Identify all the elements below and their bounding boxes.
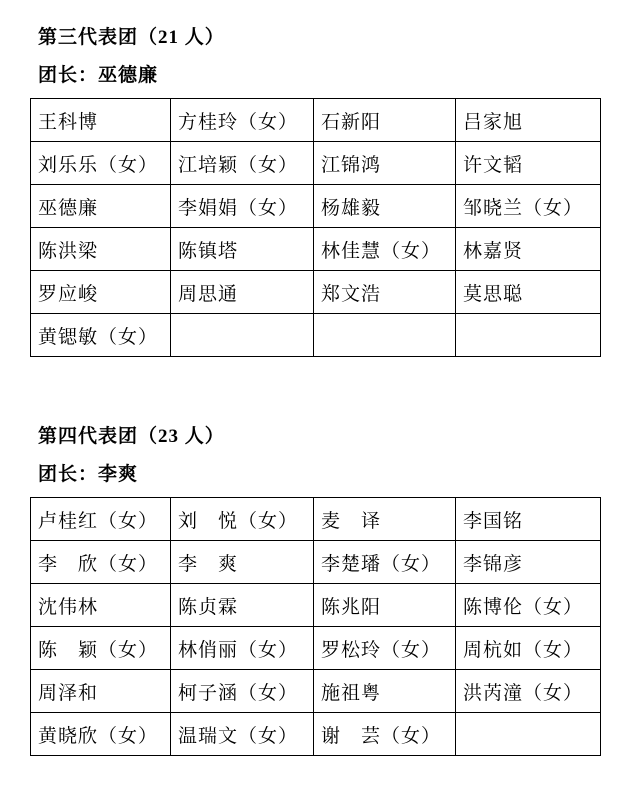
delegation-section-fourth bbox=[30, 426, 643, 756]
member-cell: 李娟娟（女） bbox=[171, 185, 314, 228]
member-cell: 陈博伦（女） bbox=[456, 584, 601, 627]
member-cell: 陈贞霖 bbox=[171, 584, 314, 627]
member-cell: 李楚璠（女） bbox=[314, 541, 456, 584]
member-cell: 黄晓欣（女） bbox=[31, 713, 171, 756]
member-cell: 巫德廉 bbox=[31, 185, 171, 228]
member-cell: 周杭如（女） bbox=[456, 627, 601, 670]
members-table bbox=[30, 98, 601, 357]
member-cell: 施祖粤 bbox=[314, 670, 456, 713]
member-cell: 王科博 bbox=[31, 99, 171, 142]
member-cell: 李 欣（女） bbox=[31, 541, 171, 584]
member-cell: 罗应峻 bbox=[31, 271, 171, 314]
member-cell: 陈洪梁 bbox=[31, 228, 171, 271]
member-cell: 沈伟林 bbox=[31, 584, 171, 627]
member-cell: 周思通 bbox=[171, 271, 314, 314]
member-cell: 江锦鸿 bbox=[314, 142, 456, 185]
member-cell: 石新阳 bbox=[314, 99, 456, 142]
member-cell: 吕家旭 bbox=[456, 99, 601, 142]
table-row bbox=[31, 228, 601, 271]
member-cell: 李锦彦 bbox=[456, 541, 601, 584]
table-row bbox=[31, 314, 601, 357]
member-cell bbox=[456, 713, 601, 756]
section-heading: 第三代表团（21 人） bbox=[38, 27, 225, 48]
member-cell: 刘 悦（女） bbox=[171, 498, 314, 541]
table-row bbox=[31, 142, 601, 185]
member-cell: 周泽和 bbox=[31, 670, 171, 713]
member-cell: 邹晓兰（女） bbox=[456, 185, 601, 228]
leader-line: 团长：巫德廉 bbox=[38, 65, 159, 86]
member-cell bbox=[314, 314, 456, 357]
table-row bbox=[31, 99, 601, 142]
member-cell: 陈兆阳 bbox=[314, 584, 456, 627]
member-cell: 林嘉贤 bbox=[456, 228, 601, 271]
member-cell: 柯子涵（女） bbox=[171, 670, 314, 713]
member-cell: 郑文浩 bbox=[314, 271, 456, 314]
member-cell: 江培颖（女） bbox=[171, 142, 314, 185]
table-row bbox=[31, 713, 601, 756]
section-heading: 第四代表团（23 人） bbox=[38, 426, 225, 447]
member-cell: 陈镇塔 bbox=[171, 228, 314, 271]
member-cell: 方桂玲（女） bbox=[171, 99, 314, 142]
member-cell bbox=[171, 314, 314, 357]
member-cell: 林俏丽（女） bbox=[171, 627, 314, 670]
member-cell: 麦 译 bbox=[314, 498, 456, 541]
members-table bbox=[30, 497, 601, 756]
member-cell: 李 爽 bbox=[171, 541, 314, 584]
delegation-section-third bbox=[30, 27, 643, 357]
table-row bbox=[31, 541, 601, 584]
table-row bbox=[31, 185, 601, 228]
table-row bbox=[31, 498, 601, 541]
member-cell: 温瑞文（女） bbox=[171, 713, 314, 756]
member-cell: 莫思聪 bbox=[456, 271, 601, 314]
table-row bbox=[31, 271, 601, 314]
member-cell: 陈 颖（女） bbox=[31, 627, 171, 670]
member-cell: 杨雄毅 bbox=[314, 185, 456, 228]
table-row bbox=[31, 670, 601, 713]
member-cell: 卢桂红（女） bbox=[31, 498, 171, 541]
member-cell: 谢 芸（女） bbox=[314, 713, 456, 756]
member-cell: 黄锶敏（女） bbox=[31, 314, 171, 357]
table-row bbox=[31, 584, 601, 627]
leader-line: 团长：李爽 bbox=[38, 464, 139, 485]
table-row bbox=[31, 627, 601, 670]
member-cell bbox=[456, 314, 601, 357]
member-cell: 李国铭 bbox=[456, 498, 601, 541]
member-cell: 林佳慧（女） bbox=[314, 228, 456, 271]
member-cell: 许文韬 bbox=[456, 142, 601, 185]
member-cell: 罗松玲（女） bbox=[314, 627, 456, 670]
member-cell: 洪芮潼（女） bbox=[456, 670, 601, 713]
member-cell: 刘乐乐（女） bbox=[31, 142, 171, 185]
